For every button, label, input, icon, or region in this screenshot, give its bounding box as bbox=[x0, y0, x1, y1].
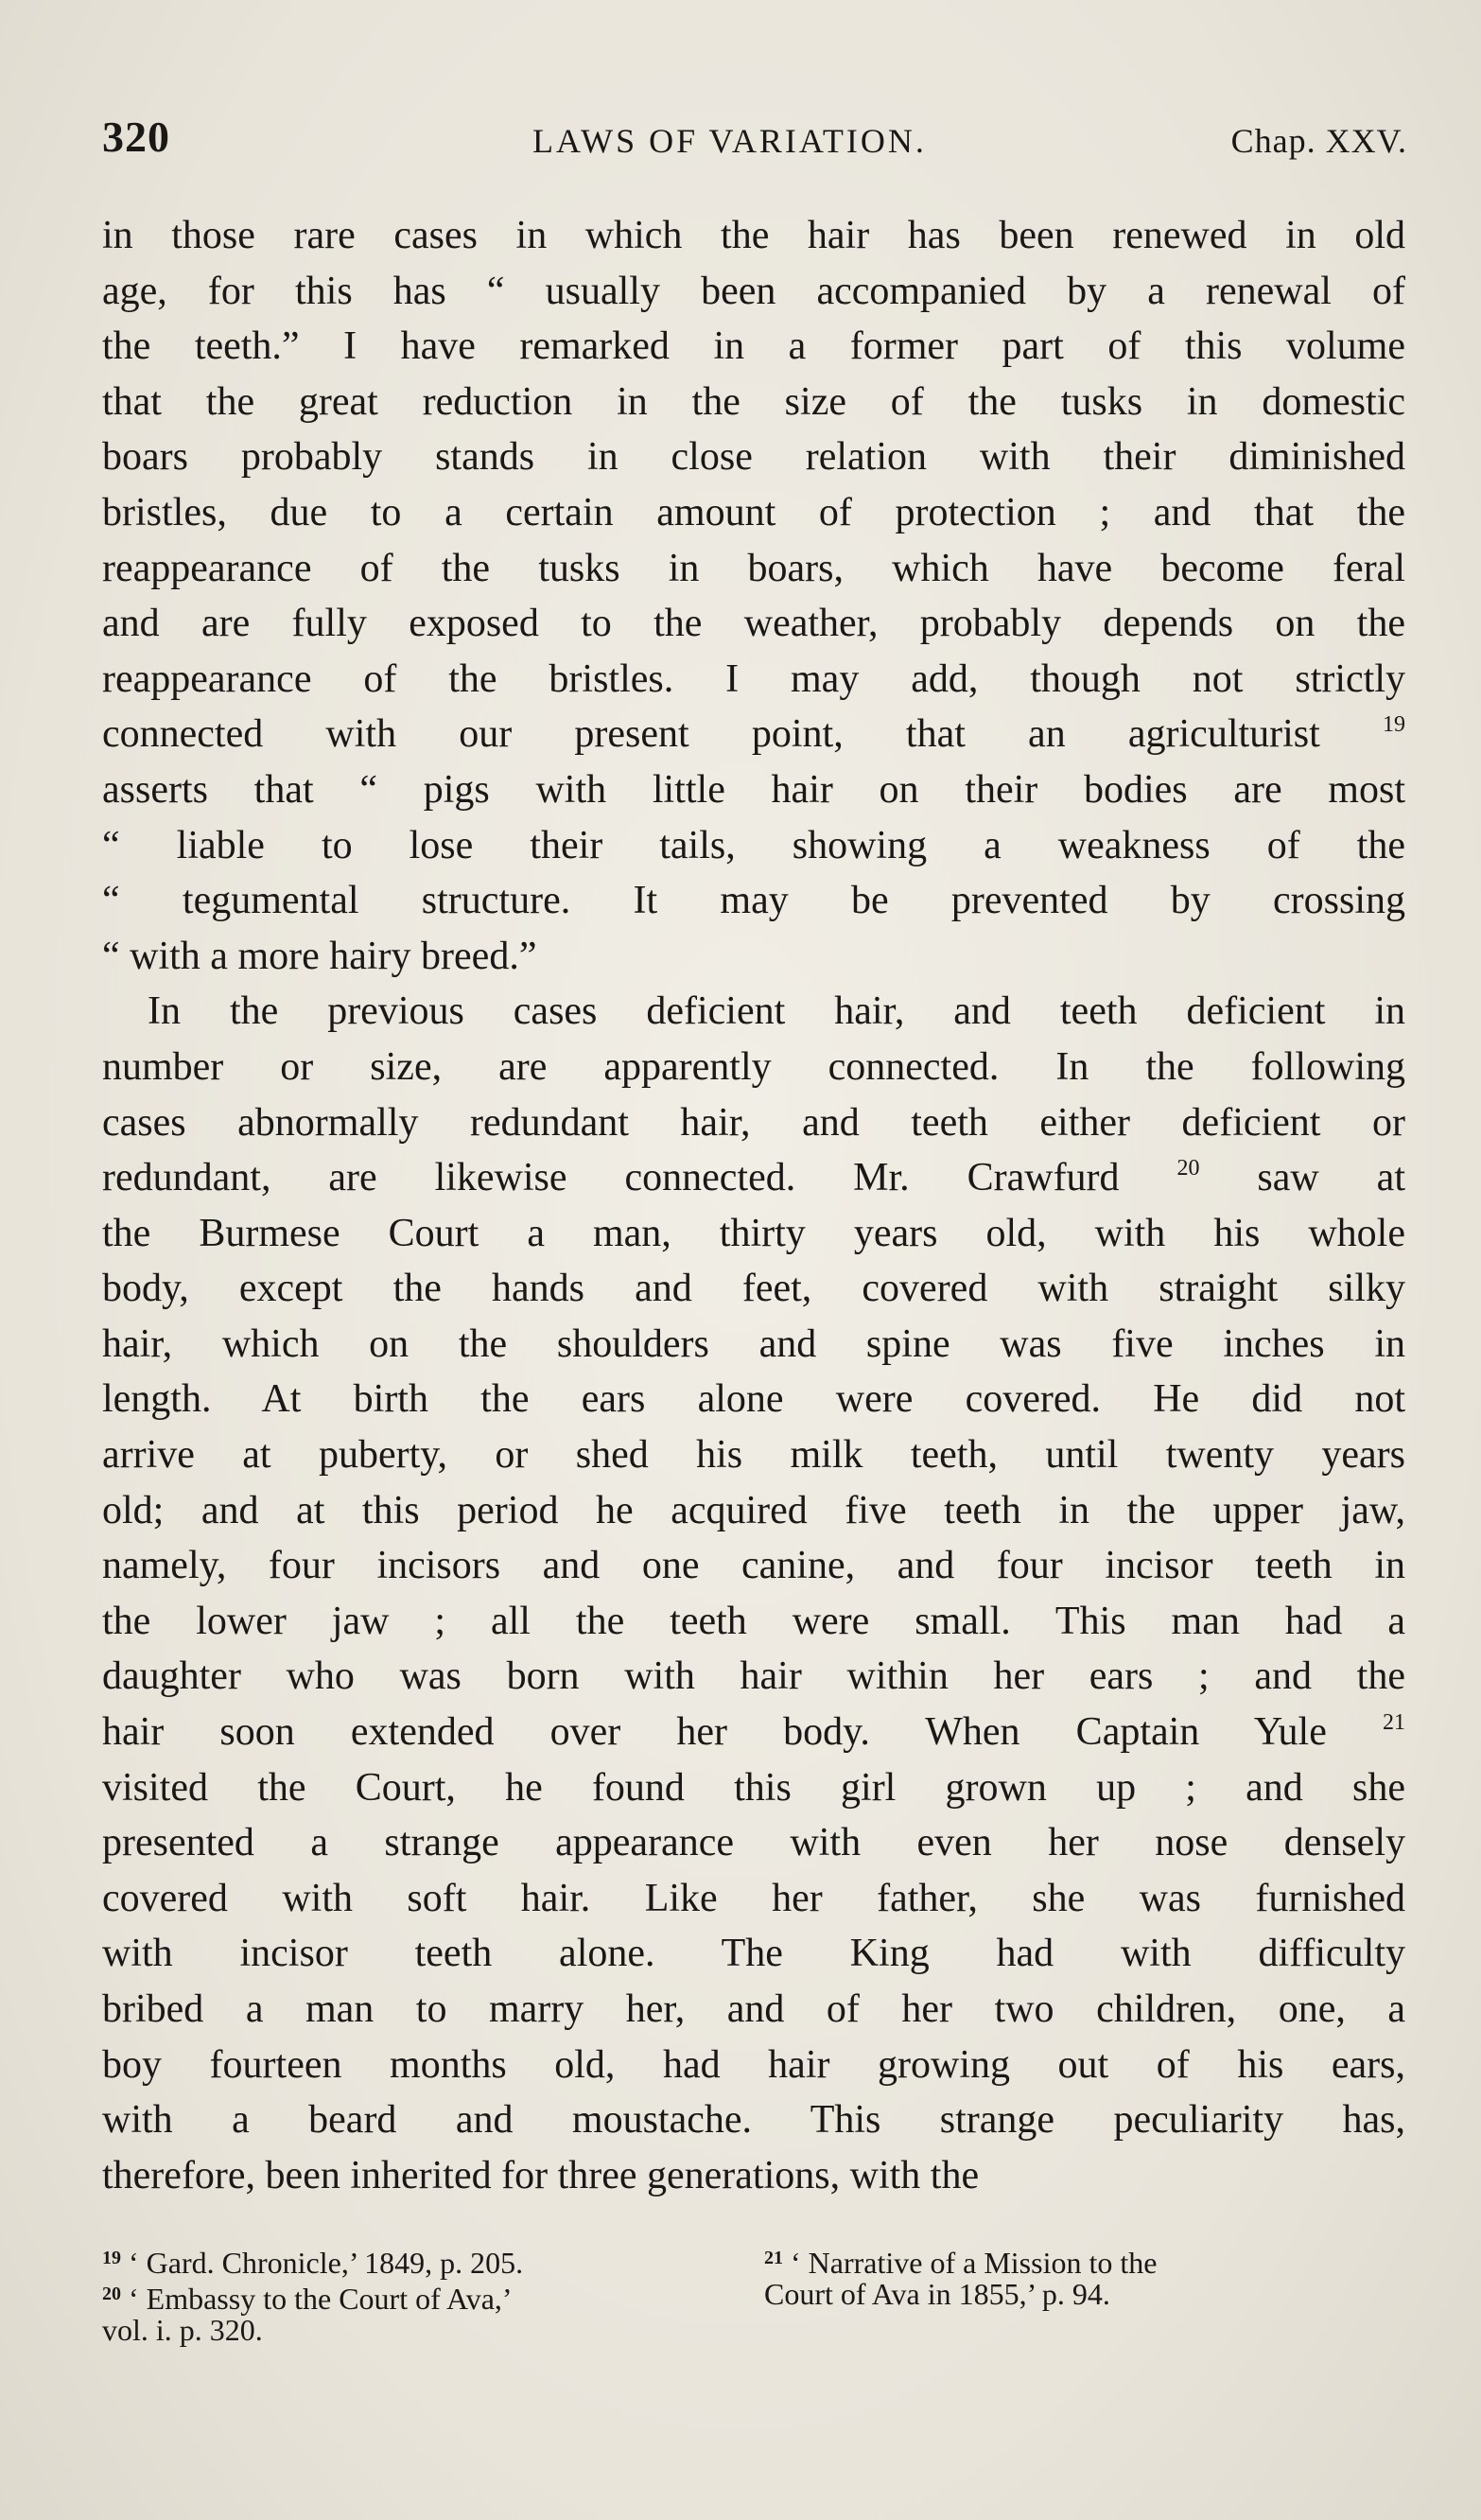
text-line: reappearance of the tusks in boars, which have become feral bbox=[102, 546, 1405, 590]
footnotes-right-column bbox=[764, 2240, 1405, 2312]
footnote-21 bbox=[764, 2240, 1405, 2280]
page-header bbox=[102, 112, 1407, 168]
text-line: and are fully exposed to the weather, probably depends on the bbox=[102, 602, 1405, 646]
text-line: daughter who was born with hair within her ears ; and the bbox=[102, 1654, 1405, 1699]
text-line: boars probably stands in close relation with their diminished bbox=[102, 435, 1405, 480]
text-line: “ with a more hairy breed.” bbox=[102, 934, 537, 978]
line-text: redundant, are likewise connected. Mr. Crawfurd bbox=[102, 1156, 1120, 1200]
text-line bbox=[102, 1705, 1405, 1760]
text-line: cases abnormally redundant hair, and teeth either deficient or bbox=[102, 1100, 1405, 1145]
line-text: connected with our present point, that an agriculturist bbox=[102, 712, 1320, 757]
text-line: arrive at puberty, or shed his milk teeth, until twenty years bbox=[102, 1433, 1405, 1478]
text-line: length. At birth the ears alone were covered. He did not bbox=[102, 1377, 1405, 1422]
text-line: namely, four incisors and one canine, and four incisor teeth in bbox=[102, 1544, 1405, 1588]
paragraph bbox=[102, 984, 1405, 2203]
footnote-text: ‘ Embassy to the Court of Ava,’ bbox=[129, 2282, 513, 2316]
footnotes bbox=[102, 2240, 1405, 2363]
text-line: boy fourteen months old, had hair growing out of his ears, bbox=[102, 2042, 1405, 2087]
text-line: with a beard and moustache. This strange peculiarity has, bbox=[102, 2098, 1405, 2143]
text-line: the teeth.” I have remarked in a former part of this volume bbox=[102, 324, 1405, 369]
text-line: age, for this has “ usually been accompanied by a renewal of bbox=[102, 269, 1405, 313]
text-line bbox=[102, 707, 1405, 762]
text-line: visited the Court, he found this girl grown up ; and she bbox=[102, 1765, 1405, 1810]
footnote-text: ‘ Gard. Chronicle,’ 1849, p. 205. bbox=[129, 2246, 524, 2280]
text-line: bribed a man to marry her, and of her two children, one, a bbox=[102, 1987, 1405, 2031]
text-line: “ tegumental structure. It may be prevented by crossing bbox=[102, 879, 1405, 923]
footnote-mark: 19 bbox=[102, 2248, 121, 2268]
text-line: in those rare cases in which the hair has been renewed in old bbox=[102, 214, 1405, 257]
text-line: that the great reduction in the size of the tusks in domestic bbox=[102, 379, 1405, 424]
text-line: presented a strange appearance with even her nose densely bbox=[102, 1821, 1405, 1865]
text-line: hair, which on the shoulders and spine was five inches in bbox=[102, 1321, 1405, 1366]
text-line: In the previous cases deficient hair, and teeth deficient in bbox=[148, 989, 1405, 1034]
text-line: with incisor teeth alone. The King had with difficulty bbox=[102, 1932, 1405, 1976]
footnote-20-continuation: vol. i. p. 320. bbox=[102, 2313, 263, 2347]
text-line bbox=[102, 1150, 1405, 1206]
line-text-after: saw at bbox=[1199, 1156, 1405, 1200]
footnote-mark: 20 bbox=[102, 2284, 121, 2304]
chapter-reference: Chap. XXV. bbox=[1230, 122, 1407, 160]
text-line: covered with soft hair. Like her father, she was furnished bbox=[102, 1876, 1405, 1920]
footnote-19 bbox=[102, 2240, 707, 2280]
footnote-20 bbox=[102, 2276, 707, 2316]
line-text: hair soon extended over her body. When Captain Yule bbox=[102, 1710, 1327, 1755]
text-line: therefore, been inherited for three generations, with the bbox=[102, 2153, 980, 2197]
text-line: old; and at this period he acquired five teeth in the upper jaw, bbox=[102, 1488, 1405, 1532]
footnote-reference[interactable]: 19 bbox=[1383, 712, 1405, 738]
footnote-21-continuation: Court of Ava in 1855,’ p. 94. bbox=[764, 2277, 1110, 2311]
text-line: “ liable to lose their tails, showing a weakness of the bbox=[102, 823, 1405, 867]
footnote-reference[interactable]: 21 bbox=[1383, 1710, 1405, 1736]
text-line: the lower jaw ; all the teeth were small. This man had a bbox=[102, 1599, 1405, 1643]
footnote-reference[interactable]: 20 bbox=[1176, 1156, 1200, 1181]
text-line: body, except the hands and feet, covered with straight silky bbox=[102, 1267, 1405, 1311]
footnote-mark: 21 bbox=[764, 2248, 783, 2268]
body-text bbox=[102, 208, 1405, 2203]
footnotes-left-column bbox=[102, 2240, 707, 2348]
footnote-text: ‘ Narrative of a Mission to the bbox=[791, 2246, 1158, 2280]
text-line: the Burmese Court a man, thirty years old, with his whole bbox=[102, 1211, 1405, 1255]
page-number: 320 bbox=[102, 113, 170, 161]
text-line: bristles, due to a certain amount of protection ; and that the bbox=[102, 490, 1405, 534]
running-title: LAWS OF VARIATION. bbox=[532, 122, 927, 160]
paragraph bbox=[102, 208, 1405, 984]
text-line: asserts that “ pigs with little hair on their bodies are most bbox=[102, 767, 1405, 812]
text-line: number or size, are apparently connected. In the following bbox=[102, 1044, 1405, 1089]
text-line: reappearance of the bristles. I may add, though not strictly bbox=[102, 656, 1405, 701]
